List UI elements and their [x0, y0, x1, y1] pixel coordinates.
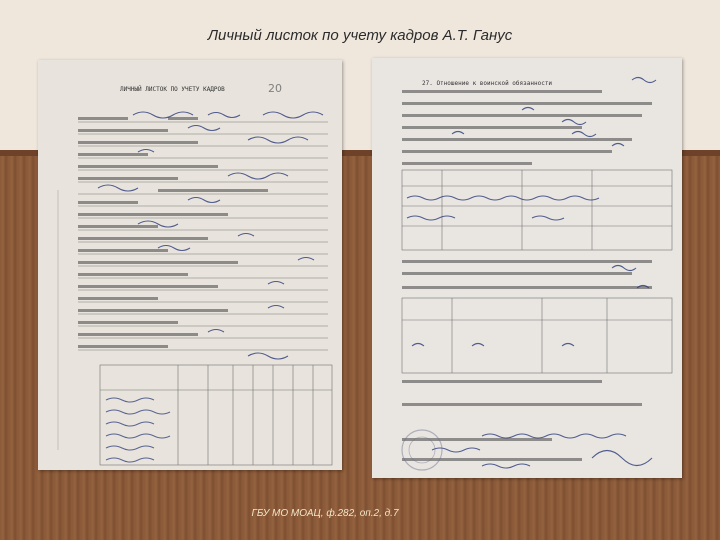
- personal-record-page-1: [38, 60, 342, 470]
- slide-title: Личный листок по учету кадров А.Т. Ганус: [207, 27, 513, 44]
- svg-text:20: 20: [268, 82, 282, 95]
- page-2-heading: 27. Отношение к воинской обязанности: [422, 80, 553, 87]
- archive-reference-caption: ГБУ МО МОАЦ, ф.282, оп.2, д.7: [251, 508, 399, 519]
- page-1-heading: ЛИЧНЫЙ ЛИСТОК ПО УЧЕТУ КАДРОВ: [120, 86, 225, 93]
- document-page-1-image: [38, 60, 342, 470]
- document-page-2-image: [372, 58, 682, 478]
- personal-record-page-2: [372, 58, 682, 478]
